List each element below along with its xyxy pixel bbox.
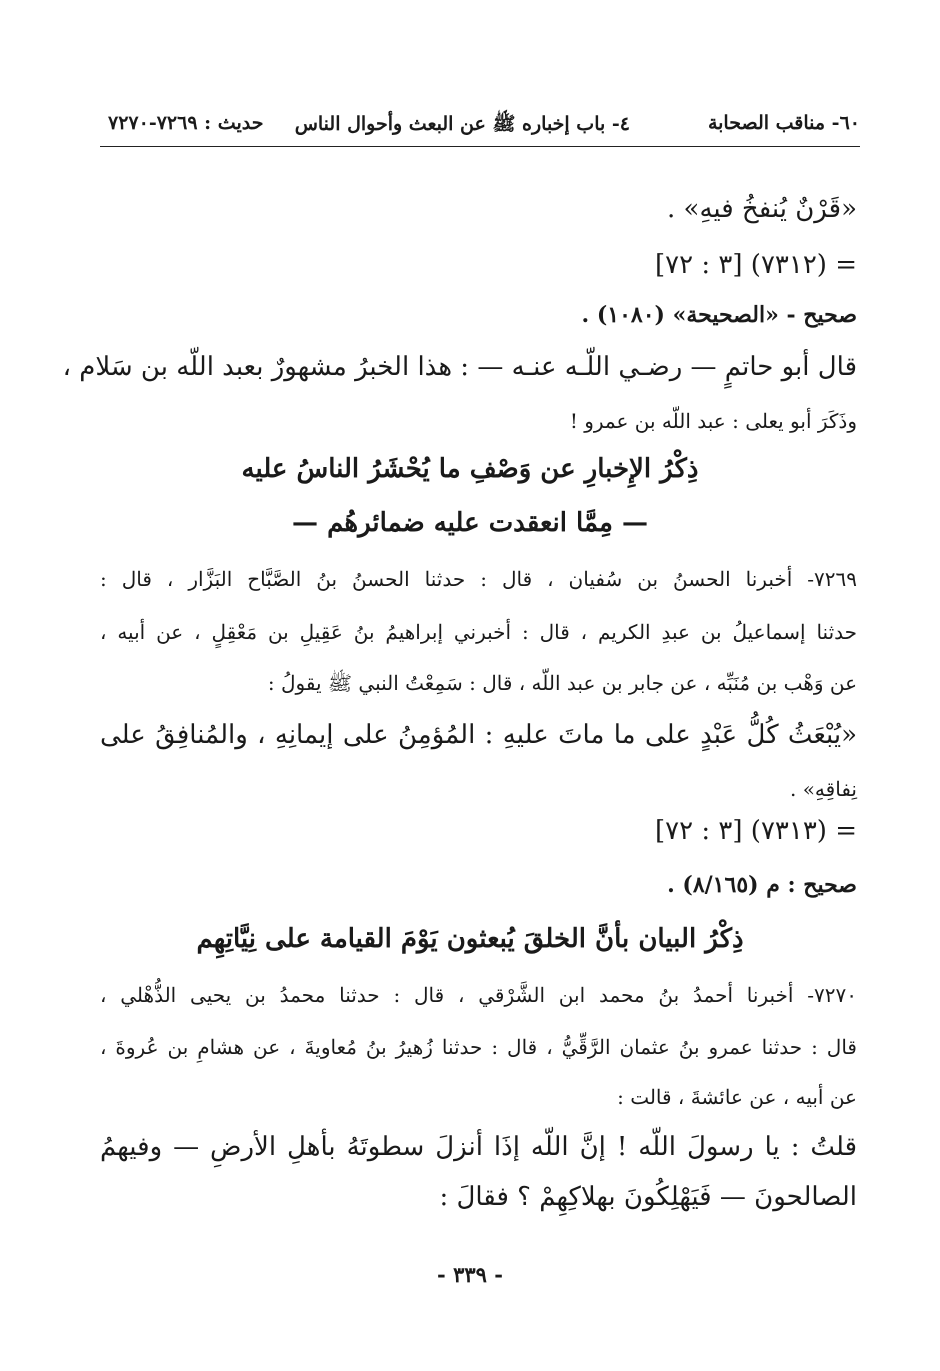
hadith-text-line: «قَرْنٌ يُنفخُ فيهِ» . (667, 194, 857, 224)
isnad-line: قال : حدثنا عمرو بنُ عثمان الرَّقِّيُّ ، قال : حدثنا زُهيرُ بنُ مُعاويةَ ، عن هشامِ بن عُروةَ ، (100, 1035, 857, 1059)
chapter-heading-continued: — مِمَّا انعقدت عليه ضمائرهُم — (292, 508, 648, 538)
isnad-line: ٧٢٧٠- أخبرنا أحمدُ بنُ محمد ابن الشَّرْقي ، قال : حدثنا محمدُ بن يحيى الذُّهْلي ، (100, 983, 857, 1007)
grading-line: صحيح - «الصحيحة» (١٠٨٠) . (581, 302, 857, 328)
hadith-text-line: الصالحونَ — فَيَهْلِكُونَ بهلاكِهِمْ ؟ فقالَ : (439, 1182, 857, 1212)
reference-line: = (٧٣١٣) [٣ : ٧٢] (655, 816, 857, 846)
isnad-line: ٧٢٦٩- أخبرنا الحسنُ بن سُفيان ، قال : حدثنا الحسنُ بنُ الصَّبَّاح البَزَّار ، قال : (100, 567, 857, 591)
hadith-text-line: قلتُ : يا رسولَ اللّه ! إنَّ اللّه إذَا أنزلَ سطوتَهُ بأهلِ الأرضِ — وفيهمُ (100, 1132, 857, 1162)
header-section: ٤- باب إخباره ﷺ عن البعث وأحوال الناس (294, 113, 630, 135)
page-number: - ٣٣٩ - (437, 1262, 503, 1287)
isnad-line: عن أبيه ، عن عائشةَ ، قالت : (617, 1085, 857, 1109)
header-chapter: ٦٠- مناقب الصحابة (707, 112, 860, 134)
hadith-text-line: نِفاقِهِ» . (789, 777, 857, 801)
grading-line: صحيح : م (٨/١٦٥) . (667, 872, 857, 898)
isnad-line: عن وَهْب بن مُنَبِّه ، عن جابر بن عبد اللّه ، قال : سَمِعْتُ النبي ﷺ يقولُ : (267, 671, 857, 695)
isnad-line: حدثنا إسماعيلُ بن عبدِ الكريم ، قال : أخبرني إبراهيمُ بنُ عَقِيلِ بن مَعْقِلٍ ، عن أبيه ، (100, 620, 857, 644)
chapter-heading: ذِكْرُ البيان بأنَّ الخلقَ يُبعثون يَوْمَ القيامة على نِيَّاتِهِم (196, 924, 744, 954)
commentary-line: قال أبو حاتمٍ — رضـي اللّـه عنـه — : هذا الخبرُ مشهورٌ بعبد اللّه بن سَلام ، (62, 352, 857, 382)
commentary-line: وذَكَرَ أبو يعلى : عبد اللّه بن عمرو ! (569, 409, 857, 433)
header-rule (100, 146, 860, 147)
hadith-text-line: «يُبْعَثُ كُلُّ عَبْدٍ على ما ماتَ عليهِ : المُؤمِنُ على إيمانِهِ ، والمُنافِقُ على (100, 720, 857, 750)
chapter-heading: ذِكْرُ الإِخبارِ عن وَصْفِ ما يُحْشَرُ الناسُ عليه (241, 454, 699, 484)
header-hadith-range: حديث : ٧٢٦٩-٧٢٧٠ (108, 112, 264, 134)
reference-line: = (٧٣١٢) [٣ : ٧٢] (655, 250, 857, 280)
running-header (100, 112, 860, 144)
